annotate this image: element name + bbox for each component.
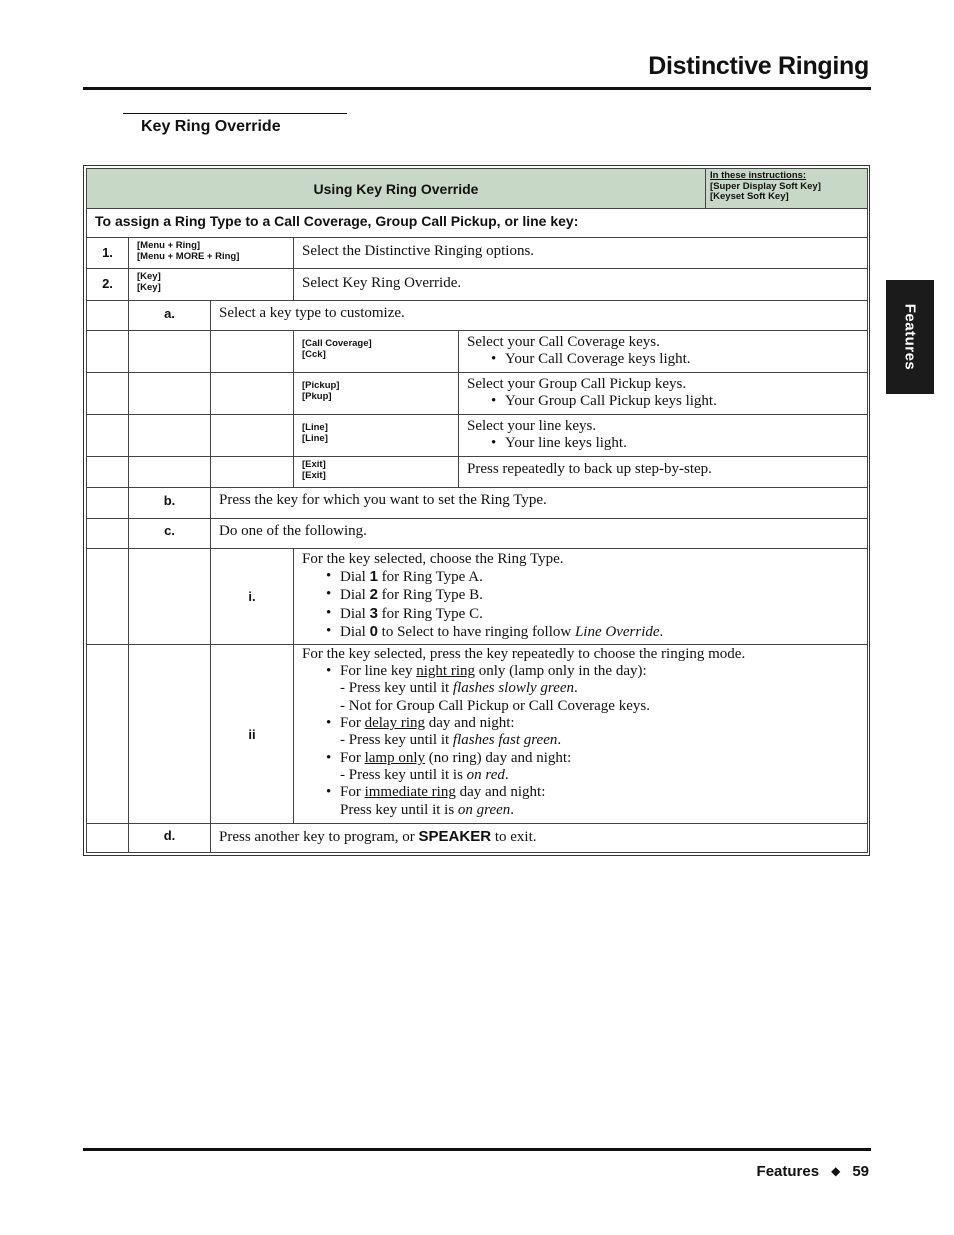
step-text: Select Key Ring Override. [294, 269, 868, 301]
table-row [87, 549, 868, 645]
table-row [87, 331, 868, 373]
footer-section: Features [756, 1163, 820, 1180]
step-letter: d. [129, 824, 211, 853]
list-item: • Your line keys light. [505, 435, 859, 452]
list-item: • For lamp only (no ring) day and night: [340, 750, 859, 767]
step-text: Select your line keys. • Your line keys light. [459, 415, 868, 457]
soft-key-label: [Key] [Key] [129, 269, 294, 301]
top-rule [83, 87, 871, 90]
step-roman: ii [211, 645, 294, 824]
list-subitem: - Not for Group Call Pickup or Call Coverage keys. [340, 697, 650, 714]
list-subitem: Press key until it is on green. [340, 801, 515, 818]
step-letter: c. [129, 519, 211, 549]
step-roman: i. [211, 549, 294, 645]
table-row [87, 269, 868, 301]
assign-heading: To assign a Ring Type to a Call Coverage, Group Call Pickup, or line key: [87, 209, 868, 238]
table-row [87, 457, 868, 488]
step-text: Select your Group Call Pickup keys. • Your Group Call Pickup keys light. [459, 373, 868, 415]
step-text: For the key selected, press the key repeatedly to choose the ringing mode. • For line key night ring only (lamp only in the day): - Press key until it flashes slowly green. - Not for Group Call Pickup or Call Coverage keys. • For delay ring day and night: - Press key until it flashes fast green. • For lamp only (no ring) day and night: - Press key until it is on red. • For immediate ring day and night: Press key until it is on green. [294, 645, 868, 824]
table-row [87, 488, 868, 519]
list-item: • Dial 3 for Ring Type C. [340, 605, 859, 623]
note-line: [Super Display Soft Key] [710, 180, 821, 192]
soft-key-label: [Pickup] [Pkup] [294, 373, 459, 415]
side-tab-label: Features [901, 303, 919, 371]
table-header-row [87, 169, 868, 209]
step-letter: b. [129, 488, 211, 519]
step-text: Select your Call Coverage keys. • Your Call Coverage keys light. [459, 331, 868, 373]
procedure-table [83, 165, 870, 856]
step-text: Select the Distinctive Ringing options. [294, 238, 868, 269]
step-letter: a. [129, 301, 211, 331]
step-number: 1. [87, 238, 129, 269]
table-row [87, 415, 868, 457]
step-text: Do one of the following. [211, 519, 868, 549]
table-row [87, 519, 868, 549]
note-line: [Keyset Soft Key] [710, 191, 789, 202]
footer [757, 1163, 869, 1180]
table-row [87, 645, 868, 824]
list-item: • Dial 0 to Select to have ringing follow Line Override. [340, 623, 859, 641]
soft-key-label: [Exit] [Exit] [294, 457, 459, 488]
step-text: Press the key for which you want to set the Ring Type. [211, 488, 868, 519]
side-tab [886, 280, 934, 394]
list-subitem: - Press key until it flashes slowly green. [340, 680, 578, 697]
list-item: • Dial 2 for Ring Type B. [340, 586, 859, 604]
step-number: 2. [87, 269, 129, 301]
bottom-rule [83, 1148, 871, 1151]
page-number: 59 [852, 1163, 869, 1180]
step-text: Select a key type to customize. [211, 301, 868, 331]
soft-key-label: [Line] [Line] [294, 415, 459, 457]
diamond-icon: ◆ [831, 1164, 841, 1178]
list-item: • For immediate ring day and night: [340, 784, 859, 801]
section-heading: Key Ring Override [141, 118, 281, 135]
assign-row [87, 209, 868, 238]
note-heading: In these instructions: [710, 170, 807, 181]
step-text: For the key selected, choose the Ring Type. • Dial 1 for Ring Type A. • Dial 2 for Ring Type B. • Dial 3 for Ring Type C. • Dial 0 to Select to have ringing follow Line Override. [294, 549, 868, 645]
soft-key-label: [Call Coverage] [Cck] [294, 331, 459, 373]
step-text: Press another key to program, or SPEAKER to exit. [211, 824, 868, 853]
table-row [87, 824, 868, 853]
section-rule [123, 113, 347, 114]
list-item: • Dial 1 for Ring Type A. [340, 568, 859, 586]
list-subitem: - Press key until it flashes fast green. [340, 732, 562, 749]
soft-key-label: [Menu + Ring] [Menu + MORE + Ring] [129, 238, 294, 269]
list-subitem: - Press key until it is on red. [340, 766, 509, 783]
table-row [87, 301, 868, 331]
page-title: Distinctive Ringing [648, 52, 869, 80]
table-row [87, 238, 868, 269]
step-text: Press repeatedly to back up step-by-step. [459, 457, 868, 488]
list-item: • For line key night ring only (lamp only in the day): [340, 663, 859, 680]
table-title: Using Key Ring Override [87, 169, 706, 209]
instructions-note [706, 169, 868, 209]
table-row [87, 373, 868, 415]
list-item: • Your Group Call Pickup keys light. [505, 393, 859, 410]
list-item: • Your Call Coverage keys light. [505, 351, 859, 368]
list-item: • For delay ring day and night: [340, 715, 859, 732]
